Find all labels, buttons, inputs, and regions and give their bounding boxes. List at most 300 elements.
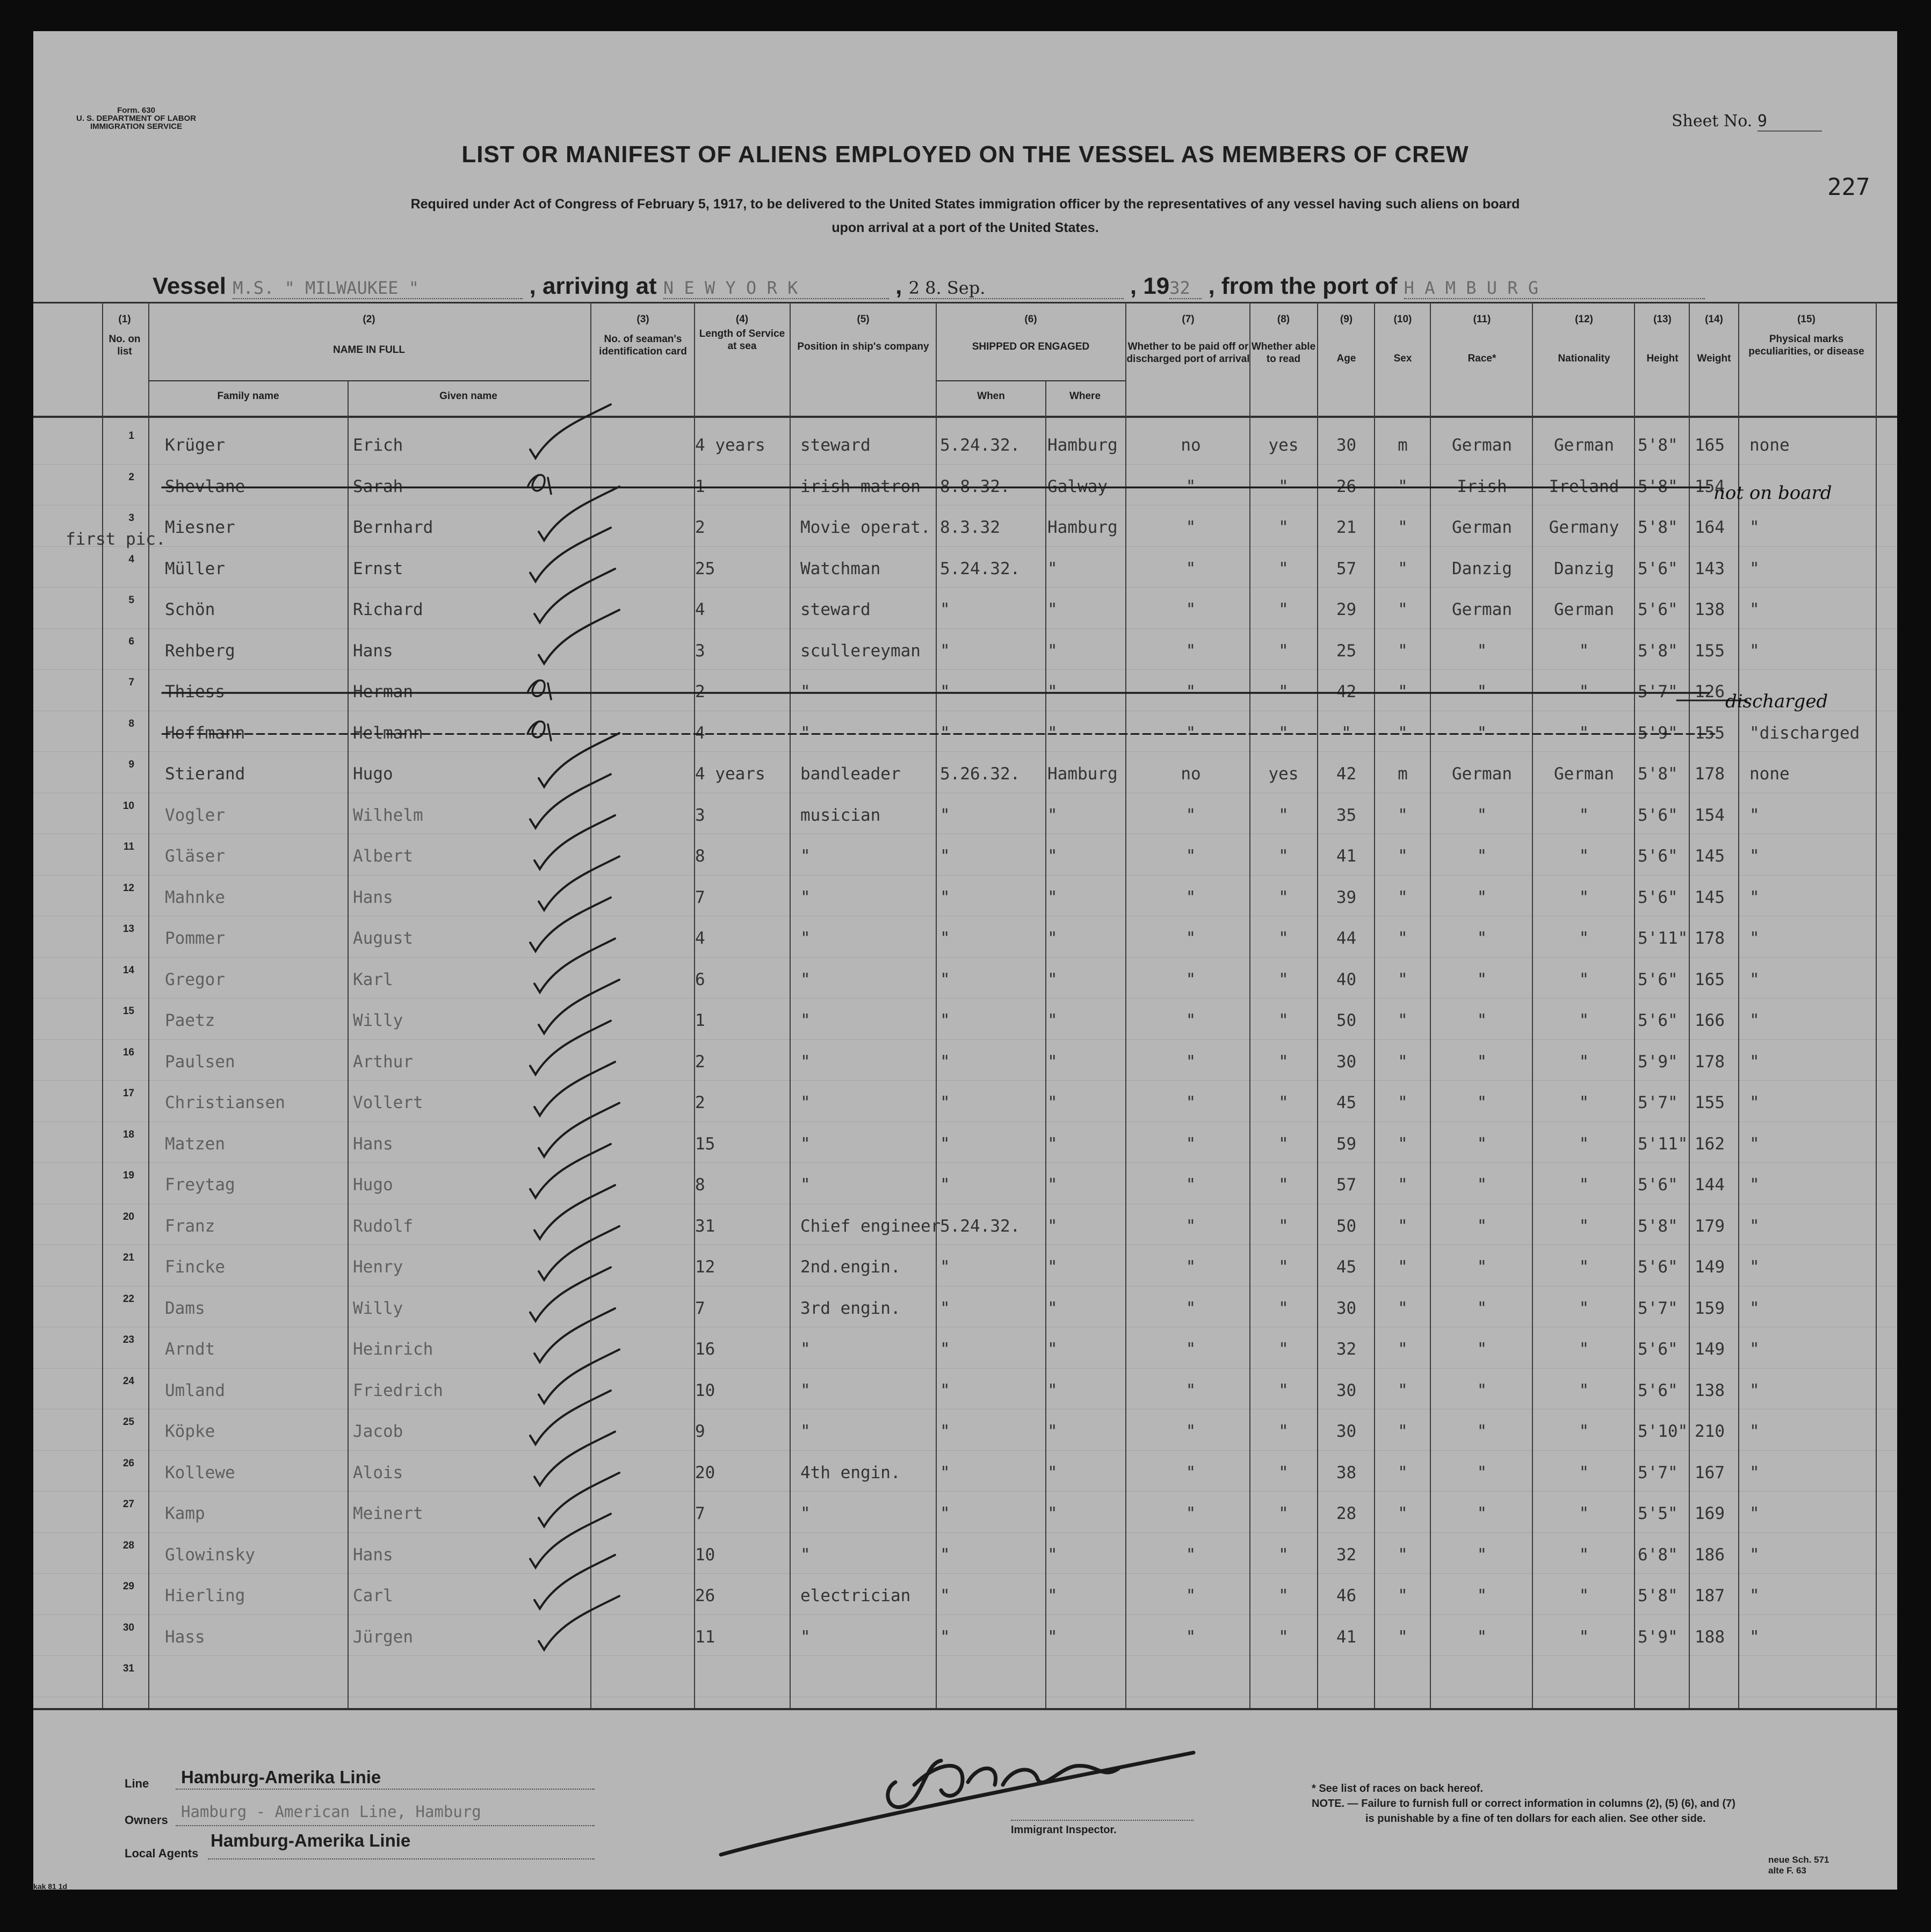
checkmark-icon	[539, 980, 619, 1033]
cell-sex: "	[1398, 1422, 1408, 1441]
cell-nat: "	[1579, 682, 1589, 701]
cell-no: 22	[122, 1293, 134, 1305]
cell-age: 59	[1336, 1134, 1357, 1154]
checkmark-icon	[539, 1350, 619, 1403]
cell-given: Karl	[353, 969, 393, 989]
cell-marks: "	[1749, 1052, 1760, 1072]
cell-no: 21	[122, 1252, 134, 1263]
cell-read: "	[1278, 1340, 1289, 1359]
cell-service: 4 years	[695, 436, 765, 455]
cell-service: 26	[695, 1586, 715, 1605]
cell-where: "	[1047, 1011, 1058, 1030]
cell-no: 20	[122, 1211, 134, 1222]
cell-position: Chief engineer	[800, 1216, 941, 1236]
cell-sex: "	[1398, 887, 1408, 907]
cell-family: Stierand	[165, 764, 245, 784]
cell-paid: "	[1185, 518, 1196, 537]
cell-height: 5'8"	[1638, 641, 1678, 661]
cell-no: 1	[128, 430, 134, 442]
cell-race: "	[1477, 682, 1487, 701]
checkmark-icon	[534, 1308, 615, 1362]
cell-family: Rehberg	[165, 641, 235, 661]
cell-height: 5'6"	[1638, 1380, 1678, 1400]
cell-where: "	[1047, 1175, 1058, 1195]
cell-marks: "	[1749, 641, 1760, 661]
cell-age: 50	[1336, 1011, 1357, 1030]
cell-when: "	[940, 1134, 950, 1154]
cell-family: Mahnke	[165, 887, 225, 907]
checkmark-icon	[530, 1268, 611, 1321]
cell-where: "	[1047, 1257, 1058, 1277]
cell-paid: "	[1185, 805, 1196, 825]
cell-position: "	[800, 1134, 811, 1154]
subtitle-line-1: Required under Act of Congress of February 5, 1917, to be delivered to the United States immigration officer by the representatives of any vessel having such aliens on board	[410, 197, 1520, 212]
cell-where: "	[1047, 1380, 1058, 1400]
cell-service: 7	[695, 1298, 705, 1318]
vessel-name: M.S. " MILWAUKEE "	[233, 278, 523, 299]
cell-sex: "	[1398, 1586, 1408, 1605]
checkmark-icon	[530, 898, 611, 951]
cell-sex: "	[1398, 518, 1408, 537]
cell-weight: 159	[1695, 1298, 1725, 1318]
cell-age: 57	[1336, 559, 1357, 578]
cell-sex: "	[1398, 1011, 1408, 1030]
cell-given: Heinrich	[353, 1340, 433, 1359]
cell-when: "	[940, 1093, 950, 1112]
cell-given: Hans	[353, 641, 393, 661]
cell-sex: "	[1398, 805, 1408, 825]
cell-height: 5'8"	[1638, 518, 1678, 537]
column-rule	[936, 302, 937, 1708]
cell-when: "	[940, 1298, 950, 1318]
cell-position: Movie operat.	[800, 518, 931, 537]
cell-no: 16	[122, 1046, 134, 1058]
cell-height: 5'11"	[1638, 929, 1688, 948]
cell-sex: "	[1398, 1134, 1408, 1154]
cell-race: "	[1477, 1463, 1487, 1482]
cell-sex: "	[1398, 929, 1408, 948]
cell-race: Irish	[1457, 476, 1507, 496]
column-rule	[1317, 302, 1318, 1708]
cell-family: Gregor	[165, 969, 225, 989]
cell-race: "	[1477, 887, 1487, 907]
cell-nat: "	[1579, 1257, 1589, 1277]
cell-height: 5'9"	[1638, 723, 1678, 743]
form-header	[76, 106, 196, 131]
column-rule	[1876, 302, 1877, 1708]
cell-age: 41	[1336, 1627, 1357, 1647]
sheet-label: Sheet No.	[1672, 112, 1753, 131]
inspector-underline	[1011, 1819, 1194, 1821]
cell-read: yes	[1268, 764, 1299, 784]
cell-no: 24	[122, 1375, 134, 1387]
cell-race: "	[1477, 846, 1487, 866]
cell-race: "	[1477, 1052, 1487, 1072]
cell-no: 5	[128, 595, 134, 606]
cell-where: "	[1047, 929, 1058, 948]
cell-service: 10	[695, 1380, 715, 1400]
subtitle-line-2: upon arrival at a port of the United States.	[831, 220, 1099, 235]
cell-read: "	[1278, 1504, 1289, 1523]
cell-race: "	[1477, 641, 1487, 661]
cell-nat: "	[1579, 1627, 1589, 1647]
cell-when: 8.3.32	[940, 518, 1000, 537]
cell-height: 5'10"	[1638, 1422, 1688, 1441]
cell-sex: "	[1398, 969, 1408, 989]
cell-family: Paulsen	[165, 1052, 235, 1072]
cell-family: Freytag	[165, 1175, 235, 1195]
cell-service: 4 years	[695, 764, 765, 784]
cell-age: 38	[1336, 1463, 1357, 1482]
departure-port: H A M B U R G	[1404, 278, 1705, 299]
cell-when: "	[940, 1380, 950, 1400]
cell-given: Willy	[353, 1298, 403, 1318]
checkmark-icon	[539, 1226, 619, 1280]
cell-read: "	[1278, 1093, 1289, 1112]
cell-family: Schön	[165, 600, 215, 619]
cell-race: "	[1477, 1175, 1487, 1195]
row-rule	[33, 1368, 1897, 1369]
cell-where: "	[1047, 1134, 1058, 1154]
cell-age: 46	[1336, 1586, 1357, 1605]
arrival-date: 2 8. Sep.	[909, 278, 1124, 299]
cell-race: German	[1452, 764, 1512, 784]
cell-weight: 149	[1695, 1257, 1725, 1277]
cell-given: Richard	[353, 600, 423, 619]
cell-when: "	[940, 805, 950, 825]
cell-position: "	[800, 1093, 811, 1112]
col-header-nationality: (12) Nationality	[1558, 314, 1610, 364]
cell-service: 31	[695, 1216, 715, 1236]
cell-paid: "	[1185, 1011, 1196, 1030]
inspector-label: Immigrant Inspector.	[1011, 1824, 1117, 1836]
cell-service: 2	[695, 518, 705, 537]
column-rule	[102, 302, 103, 1708]
cell-age: 28	[1336, 1504, 1357, 1523]
cell-weight: 164	[1695, 518, 1725, 537]
checkmark-icon	[530, 528, 611, 582]
arrival-port: N E W Y O R K	[663, 278, 889, 299]
cell-no: 13	[122, 923, 134, 935]
cell-age: 30	[1336, 1422, 1357, 1441]
cell-paid: "	[1185, 1586, 1196, 1605]
cell-paid: "	[1185, 1545, 1196, 1565]
col-header-paid-off: (7) Whether to be paid off or discharged port of arrival	[1126, 314, 1250, 365]
cell-weight: 154	[1695, 805, 1725, 825]
col-header-service: (4) Length of Service at sea	[699, 314, 785, 352]
cell-position: "	[800, 929, 811, 948]
department: U. S. DEPARTMENT OF LABOR	[76, 114, 197, 123]
cell-family: Dams	[165, 1298, 205, 1318]
cell-read: "	[1278, 682, 1289, 701]
cell-no: 18	[122, 1128, 134, 1140]
cell-service: 4	[695, 723, 705, 743]
cell-given: Bernhard	[353, 518, 433, 537]
cell-family: Glowinsky	[165, 1545, 255, 1565]
cell-race: "	[1477, 929, 1487, 948]
cell-weight: 178	[1695, 1052, 1725, 1072]
cell-given: August	[353, 929, 413, 948]
column-rule	[1634, 302, 1635, 1708]
cell-marks: "	[1749, 1175, 1760, 1195]
cell-given: Vollert	[353, 1093, 423, 1112]
cell-read: "	[1278, 1298, 1289, 1318]
cell-nat: "	[1579, 1011, 1589, 1030]
cell-no: 3	[128, 512, 134, 524]
cell-position: "	[800, 1545, 811, 1565]
cell-family: Arndt	[165, 1340, 215, 1359]
cell-position: "	[800, 887, 811, 907]
cell-where: Galway	[1047, 476, 1108, 496]
cell-read: "	[1278, 1463, 1289, 1482]
cell-read: "	[1278, 1052, 1289, 1072]
cell-position: "	[800, 1380, 811, 1400]
cell-marks: "	[1749, 1380, 1760, 1400]
cell-weight: 167	[1695, 1463, 1725, 1482]
cell-paid: "	[1185, 476, 1196, 496]
cell-age: 30	[1336, 1052, 1357, 1072]
cell-sex: "	[1398, 641, 1408, 661]
cell-when: "	[940, 1627, 950, 1647]
cell-age: 45	[1336, 1257, 1357, 1277]
cell-family: Kollewe	[165, 1463, 235, 1482]
cell-given: Jacob	[353, 1422, 403, 1441]
cell-marks: "	[1749, 969, 1760, 989]
cell-position: "	[800, 846, 811, 866]
cell-service: 2	[695, 1052, 705, 1072]
table-header-rule	[33, 416, 1897, 418]
row-rule	[33, 1450, 1897, 1451]
cell-service: 9	[695, 1422, 705, 1441]
cell-where: Hamburg	[1047, 518, 1118, 537]
cell-age: 39	[1336, 887, 1357, 907]
cell-where: "	[1047, 1340, 1058, 1359]
cell-when: "	[940, 929, 950, 948]
checkmark-icon	[539, 1596, 619, 1650]
cell-marks: "	[1749, 1463, 1760, 1482]
cell-where: "	[1047, 641, 1058, 661]
cell-weight: 210	[1695, 1422, 1725, 1441]
cell-no: 25	[122, 1416, 134, 1428]
cell-given: Wilhelm	[353, 805, 423, 825]
cell-where: "	[1047, 1545, 1058, 1565]
checkmark-icon	[530, 1391, 611, 1444]
cell-nat: "	[1579, 1422, 1589, 1441]
cell-where: "	[1047, 600, 1058, 619]
annotation-first-pic: first pic.	[66, 530, 166, 549]
cell-when: 5.26.32.	[940, 764, 1021, 784]
column-rule	[590, 302, 591, 1708]
owners-underline	[176, 1824, 595, 1826]
sheet-number	[1672, 112, 1822, 132]
cell-when: "	[940, 1586, 950, 1605]
cell-where: "	[1047, 1422, 1058, 1441]
cell-height: 5'6"	[1638, 846, 1678, 866]
cell-weight: 155	[1695, 1093, 1725, 1112]
cell-age: 30	[1336, 1298, 1357, 1318]
checkmark-icon	[530, 1021, 611, 1075]
cell-when: "	[940, 887, 950, 907]
cell-paid: "	[1185, 1298, 1196, 1318]
cell-sex: "	[1398, 1257, 1408, 1277]
cell-paid: "	[1185, 1257, 1196, 1277]
cell-weight: 165	[1695, 436, 1725, 455]
cell-sex: "	[1398, 1340, 1408, 1359]
cell-when: "	[940, 682, 950, 701]
cell-no: 26	[122, 1457, 134, 1469]
cell-family: Matzen	[165, 1134, 225, 1154]
year-label: , 19	[1130, 273, 1170, 299]
row-rule	[33, 1491, 1897, 1492]
sheet-value: 9	[1758, 112, 1822, 132]
inspector-signature	[710, 1731, 1236, 1860]
cell-when: 8.8.32.	[940, 476, 1010, 496]
initials-mark	[527, 681, 551, 699]
cell-height: 5'8"	[1638, 764, 1678, 784]
cell-paid: "	[1185, 682, 1196, 701]
cell-when: "	[940, 1052, 950, 1072]
cell-no: 28	[122, 1539, 134, 1551]
cell-paid: "	[1185, 1052, 1196, 1072]
cell-marks: "	[1749, 1627, 1760, 1647]
cell-service: 8	[695, 846, 705, 866]
cell-age: 40	[1336, 969, 1357, 989]
cell-where: "	[1047, 1216, 1058, 1236]
cell-where: "	[1047, 846, 1058, 866]
cell-where: "	[1047, 805, 1058, 825]
cell-position: "	[800, 1422, 811, 1441]
cell-when: "	[940, 1545, 950, 1565]
cell-read: "	[1278, 559, 1289, 578]
agents-underline	[208, 1857, 595, 1859]
table-bottom-rule	[33, 1708, 1897, 1710]
agents-label: Local Agents	[125, 1847, 199, 1860]
cell-when: "	[940, 600, 950, 619]
cell-where: "	[1047, 1052, 1058, 1072]
cell-height: 5'9"	[1638, 1627, 1678, 1647]
col-header-position: (5) Position in ship's company	[797, 314, 929, 352]
cell-height: 5'8"	[1638, 476, 1678, 496]
subheader-rule	[148, 380, 589, 381]
column-rule	[1738, 302, 1739, 1708]
cell-given: Hans	[353, 1134, 393, 1154]
cell-sex: "	[1398, 1504, 1408, 1523]
row-rule	[33, 628, 1897, 629]
cell-where: Hamburg	[1047, 764, 1118, 784]
row-rule	[33, 1655, 1897, 1656]
cell-race: German	[1452, 518, 1512, 537]
cell-age: 26	[1336, 476, 1357, 496]
cell-paid: "	[1185, 723, 1196, 743]
cell-nat: Danzig	[1554, 559, 1614, 578]
col-header-race: (11) Race*	[1467, 314, 1496, 364]
line-label: Line	[125, 1777, 149, 1790]
cell-no: 31	[122, 1663, 134, 1674]
cell-family: Kamp	[165, 1504, 205, 1523]
cell-read: "	[1278, 887, 1289, 907]
cell-height: 5'8"	[1638, 436, 1678, 455]
cell-no: 29	[122, 1581, 134, 1592]
cell-position: "	[800, 1627, 811, 1647]
cell-race: "	[1477, 1545, 1487, 1565]
cell-family: Pommer	[165, 929, 225, 948]
cell-family: Christiansen	[165, 1093, 285, 1112]
checkmark-icon	[534, 815, 615, 869]
cell-weight: 154	[1695, 476, 1725, 496]
cell-read: "	[1278, 600, 1289, 619]
cell-height: 5'6"	[1638, 559, 1678, 578]
cell-age: "	[1341, 723, 1351, 743]
cell-nat: "	[1579, 1380, 1589, 1400]
cell-read: "	[1278, 846, 1289, 866]
cell-age: 44	[1336, 929, 1357, 948]
cell-height: 6'8"	[1638, 1545, 1678, 1565]
cell-given: Willy	[353, 1011, 403, 1030]
cell-weight: 169	[1695, 1504, 1725, 1523]
checkmark-icon	[534, 1062, 615, 1116]
cell-paid: "	[1185, 1627, 1196, 1647]
cell-service: 4	[695, 600, 705, 619]
cell-paid: "	[1185, 887, 1196, 907]
cell-nat: "	[1579, 1545, 1589, 1565]
cell-given: Alois	[353, 1463, 403, 1482]
cell-age: 45	[1336, 1093, 1357, 1112]
page-subtitle	[33, 192, 1897, 240]
cell-when: "	[940, 1175, 950, 1195]
cell-no: 6	[128, 635, 134, 647]
cell-no: 30	[122, 1622, 134, 1633]
cell-service: 10	[695, 1545, 715, 1565]
cell-height: 5'8"	[1638, 1586, 1678, 1605]
cell-given: Sarah	[353, 476, 403, 496]
cell-when: "	[940, 1422, 950, 1441]
cell-weight: 155	[1695, 723, 1725, 743]
column-rule	[790, 302, 791, 1708]
cell-given: Meinert	[353, 1504, 423, 1523]
cell-nat: German	[1554, 436, 1614, 455]
col-header-given: Given name	[439, 390, 497, 402]
cell-marks: "	[1749, 1340, 1760, 1359]
cell-sex: "	[1398, 723, 1408, 743]
cell-paid: "	[1185, 1380, 1196, 1400]
cell-nat: "	[1579, 1175, 1589, 1195]
cell-height: 5'8"	[1638, 1216, 1678, 1236]
cell-family: Köpke	[165, 1422, 215, 1441]
cell-given: Hugo	[353, 1175, 393, 1195]
agents-value: Hamburg-Amerika Linie	[211, 1830, 411, 1850]
cell-service: 7	[695, 887, 705, 907]
cell-nat: "	[1579, 723, 1589, 743]
column-rule	[1125, 302, 1126, 1708]
cell-nat: "	[1579, 1504, 1589, 1523]
cell-race: "	[1477, 1298, 1487, 1318]
col-header-shipped: (6) SHIPPED OR ENGAGED	[972, 314, 1090, 352]
cell-race: "	[1477, 723, 1487, 743]
cell-given: Hans	[353, 887, 393, 907]
cell-given: Hans	[353, 1545, 393, 1565]
cell-sex: "	[1398, 1380, 1408, 1400]
cell-marks: "	[1749, 518, 1760, 537]
column-rule	[1045, 380, 1046, 1708]
cell-when: "	[940, 1340, 950, 1359]
cell-paid: "	[1185, 1422, 1196, 1441]
cell-paid: "	[1185, 1134, 1196, 1154]
cell-age: 42	[1336, 682, 1357, 701]
cell-paid: "	[1185, 559, 1196, 578]
note-races: * See list of races on back hereof.	[1312, 1783, 1484, 1794]
cell-age: 25	[1336, 641, 1357, 661]
inspector-marks	[33, 31, 1897, 1890]
